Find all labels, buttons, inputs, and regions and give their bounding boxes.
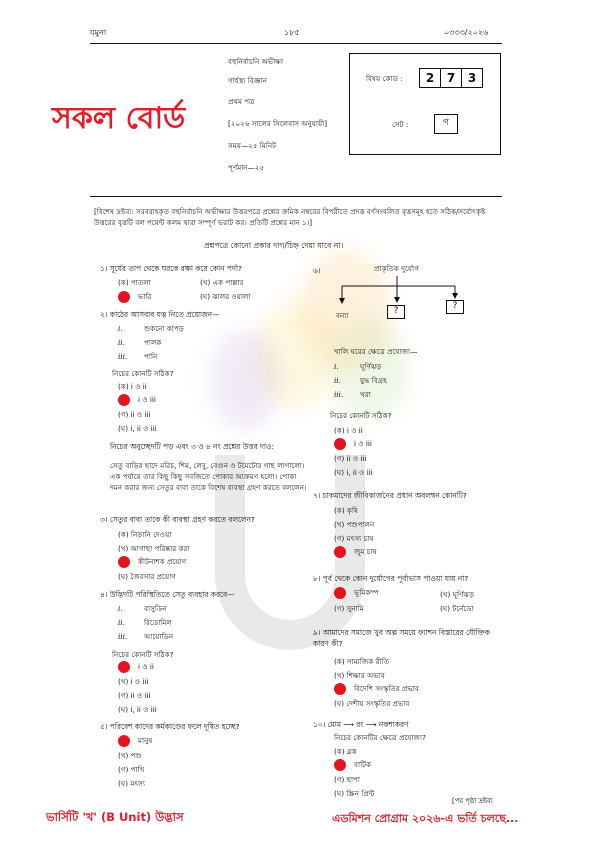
answer-dot (334, 759, 346, 771)
q4-option-a-text: i ও ii (138, 662, 154, 671)
set-box: গ (434, 114, 458, 134)
q5-option-c: (গ) পাখি (118, 765, 145, 774)
subject-title: গার্হস্থ্য বিজ্ঞান (228, 76, 268, 85)
q2-statement-iii-text: পানি (144, 352, 158, 361)
code-digit-2: 7 (440, 68, 462, 88)
answer-dot (334, 546, 346, 558)
syllabus-note: [২০২৬ সালের সিলেবাস অনুযায়ী] (228, 119, 328, 128)
code-box (349, 53, 501, 155)
q7-option-c: (গ) মৎস্য চাষ (334, 534, 374, 543)
q3-option-a: (ক) নিড়ানি দেওয়া (118, 530, 172, 539)
q4-option-b: (খ) i ও iii (118, 677, 149, 686)
q3-option-c-answer (118, 556, 186, 568)
watermark-flame-purple (210, 330, 280, 430)
set-label: সেট : (392, 120, 409, 129)
q10-option-d: (ঘ) স্ক্রিন প্রিন্ট (334, 789, 375, 798)
footer-right-promo: এডমিশন প্রোগ্রাম ২০২৬-এ ভর্তি চলছে... (332, 812, 519, 825)
answer-dot (118, 291, 130, 303)
q7-option-d-answer (334, 546, 377, 558)
q9-option-b: (খ) শিক্ষার অভাব (334, 671, 385, 680)
q5-option-a-text: মানুষ (138, 736, 153, 745)
subject-code-digits (420, 68, 483, 88)
q6-option-a: (ক) i ও ii (334, 426, 363, 435)
no-mark-note: প্রশ্নপত্রে কোনো প্রকার দাগ/চিহ্ন দেয়া যাবে না। (204, 241, 344, 250)
q4-statement-iii: iii. আয়োডিন (118, 632, 174, 641)
q2-statement-i-text: শুকনো কাপড় (144, 324, 184, 333)
q6-statement-i-text: ঘূর্ণিঝড় (360, 362, 382, 371)
q6-which-correct: নিচের কোনটি সঠিক? (330, 411, 392, 420)
q2-statement-ii-text: পালক (144, 338, 162, 347)
q9-option-d: (ঘ) দেশীয় সংস্কৃতির প্রভাব (334, 699, 410, 708)
answer-dot (118, 394, 130, 406)
q9-option-a: (ক) সামাজিক রীতি (334, 657, 390, 666)
question-3: ৩। সেতুর বাবা তাকে কী ব্যবস্থা গ্রহণ করতে বললেন? (100, 515, 255, 524)
q6-statement-i: i. ঘূর্ণিঝড় (334, 362, 382, 371)
question-8: ৮। পূর্ব থেকে কোন দুর্যোগের পূর্বাভাস পাওয়া যায় না? (313, 574, 469, 583)
q4-statement-iii-text: আয়োডিন (144, 632, 174, 641)
q2-option-d: (ঘ) i, ii ও iii (118, 424, 157, 433)
q1-option-c-text: ভারি (138, 292, 152, 301)
q2-option-b-answer (118, 394, 156, 406)
exam-type: বহুনির্বাচনি অভীক্ষা (228, 57, 284, 66)
page-number: ১৮৫ (284, 28, 300, 37)
answer-dot (334, 587, 346, 599)
q5-option-a-answer (118, 735, 152, 747)
next-page-note: [পর পৃষ্ঠা দ্রষ্টব্য (452, 797, 493, 805)
passage-text: সেতু বাড়ির ছাদে মরিচ, শিম, লেবু, বেগুন ও টমেটোর গাছ লাগালো। এক পর্যায়ে তার কিছু কিছু সবজিতে পোকার আক্রমণ হলো। পোকা দমন করার জন্য সেতুর বাবা তাকে বিশেষ ব্যবস্থা গ্রহণ করতে বললেন। (110, 461, 307, 493)
question-10: ১০। মোম ⟶ রং ⟶ নকশাকরণ (313, 720, 409, 729)
q2-option-b-text: i ও iii (138, 395, 156, 404)
q10-option-c: (গ) ছাপা (334, 775, 361, 784)
board-title: সকল বোর্ড (52, 101, 186, 136)
q1-option-c-answer (118, 291, 151, 303)
instruction-text: [বিশেষ দ্রষ্টব্য: সরবরাহকৃত বহুনির্বাচনি অভীক্ষার উত্তরপত্রে প্রশ্নের ক্রমিক নম্বরের বিপরীতে প্রদত্ত বর্ণসংবলিত বৃত্তসমূহ হতে সঠিক/সর্বোৎকৃষ্ট উত্তরের বৃত্তটি বল পয়েন্ট কলম দ্বারা সম্পূর্ণ ভরাট কর। প্রতিটি প্রশ্নের মান ১।] (94, 207, 486, 228)
paper-title: প্রথম পত্র (228, 97, 255, 106)
q6-leaf-flood: বন্যা (336, 311, 349, 320)
q7-option-d-text: জুম চাষ (354, 547, 377, 556)
q6-option-d: (ঘ) i, ii ও iii (334, 468, 373, 477)
q4-statement-ii-text: রিডোমিল (144, 618, 172, 627)
header-rule (90, 43, 502, 44)
q2-statement-iii: iii. পানি (118, 352, 158, 361)
answer-dot (334, 438, 346, 450)
q3-option-b: (খ) আগাছা পরিষ্কার করা (118, 544, 190, 553)
footer-left-promo: ভার্সিটি 'খ' (B Unit) উদ্ভাস (46, 810, 184, 824)
answer-dot (334, 683, 346, 695)
q6-statement-iii-text: খরা (360, 390, 371, 399)
header-left-label: যমুনা (90, 28, 107, 37)
q10-subquestion: নিচের কোনটির ক্ষেত্রে প্রযোজ্য? (334, 733, 426, 742)
q8-option-d: (ঘ) টর্নেডো (440, 604, 474, 613)
q4-statement-i-text: বাসুডিন (144, 604, 167, 613)
q6-statement-iii: iii. খরা (334, 390, 371, 399)
q6-leaf-unknown-1: ? (387, 305, 405, 319)
q2-statement-ii: ii. পালক (118, 338, 162, 347)
time-limit: সময়—২৫ মিনিট (228, 141, 277, 150)
passage-heading: নিচের অনুচ্ছেদটি পড় এবং ৩ ও ৪ নং প্রশ্নের উত্তর দাও: (110, 442, 274, 451)
question-7: ৭। চাকমাদের জীবিকার্জনের প্রধান অবলম্বন কোনটি? (313, 491, 467, 500)
q5-option-b: (খ) পশু (118, 751, 142, 760)
q2-option-c: (গ) ii ও iii (118, 410, 151, 419)
question-2: ২। কাঠের আসবাব যত্ন নিতে প্রয়োজন— (100, 310, 220, 319)
q6-option-b-text: i ও iii (354, 439, 372, 448)
q4-option-d: (ঘ) i, ii ও iii (118, 705, 157, 714)
q3-option-c-text: কীটনাশক প্রয়োগ (138, 557, 187, 566)
header-right-code: ০৩৩৩/২০২৬ (444, 28, 489, 37)
question-9: ৯। আমাদের সমাজে খুব অল্প সময়ে ফ্যাশন বিস্তারের যৌক্তিক কারণ কী? (313, 628, 490, 649)
q6-statement-ii-text: যুদ্ধ বিগ্রহ (360, 376, 387, 385)
q10-option-a: (ক) ব্লক (334, 747, 357, 756)
q8-option-a-answer (334, 587, 379, 599)
code-digit-1: 2 (419, 68, 441, 88)
q8-option-a-text: ভূমিকম্প (354, 588, 379, 597)
q8-option-b: (খ) ঘূর্ণিঝড় (440, 590, 475, 599)
q7-option-b: (খ) পশুপালন (334, 520, 375, 529)
q4-statement-ii: ii. রিডোমিল (118, 618, 172, 627)
q10-option-b-text: বাটিক (354, 760, 372, 769)
q6-statement-ii: ii. যুদ্ধ বিগ্রহ (334, 376, 387, 385)
q6-option-c: (গ) ii ও iii (334, 454, 367, 463)
q6-option-b-answer (334, 438, 372, 450)
q1-option-a: (ক) পাতলা (118, 278, 151, 287)
answer-dot (118, 735, 130, 747)
q6-leaf-unknown-2: ? (446, 300, 464, 314)
code-digit-3: 3 (461, 68, 483, 88)
q7-option-a: (ক) কৃষি (334, 506, 358, 515)
q10-option-b-answer (334, 759, 371, 771)
q4-option-a-answer (118, 661, 154, 673)
q4-option-c: (গ) ii ও iii (118, 691, 151, 700)
question-6-number: ৬। (313, 266, 321, 275)
answer-dot (118, 556, 130, 568)
q1-option-d: (ঘ) ঝালর ওয়ালা (200, 292, 251, 301)
q6-mid-text: খালি ঘরের ক্ষেত্রে প্রযোজ্য— (334, 347, 418, 356)
q2-option-a: (ক) i ও ii (118, 382, 147, 391)
q4-statement-i: i. বাসুডিন (118, 604, 167, 613)
q9-option-c-answer (334, 683, 419, 695)
q2-statement-i: i. শুকনো কাপড় (118, 324, 184, 333)
full-marks: পূর্ণমান—২৫ (228, 163, 265, 172)
q8-option-c: (গ) সুনামি (334, 604, 364, 613)
question-5: ৫। পরিবেশ কাদের কর্মকাণ্ডের ফলে দূষিত হচ্ছে? (100, 722, 240, 731)
instruction-rule (90, 196, 502, 197)
q9-option-c-text: বিদেশি সংস্কৃতির প্রভাব (354, 684, 419, 693)
q3-option-d: (ঘ) জৈবসার প্রয়োগ (118, 572, 177, 581)
question-4: ৪। উদ্ভিদটি পরিস্থিতিতে সেতু ব্যবহার করবে— (100, 590, 235, 599)
q4-which-correct: নিচের কোনটি সঠিক? (112, 650, 174, 659)
question-1: ১। সূর্যের তাপ থেকে ঘরকে রক্ষা করে কোন পর্দা? (100, 264, 242, 273)
q6-tree-root: প্রাকৃতিক দুর্যোগ (374, 264, 419, 273)
subject-code-label: বিষয় কোড : (366, 74, 403, 83)
answer-dot (118, 661, 130, 673)
q1-option-b: (খ) এক পাল্লার (200, 278, 244, 287)
q5-option-d: (ঘ) মৎস্য (118, 779, 145, 788)
q2-which-correct: নিচের কোনটি সঠিক? (112, 369, 174, 378)
